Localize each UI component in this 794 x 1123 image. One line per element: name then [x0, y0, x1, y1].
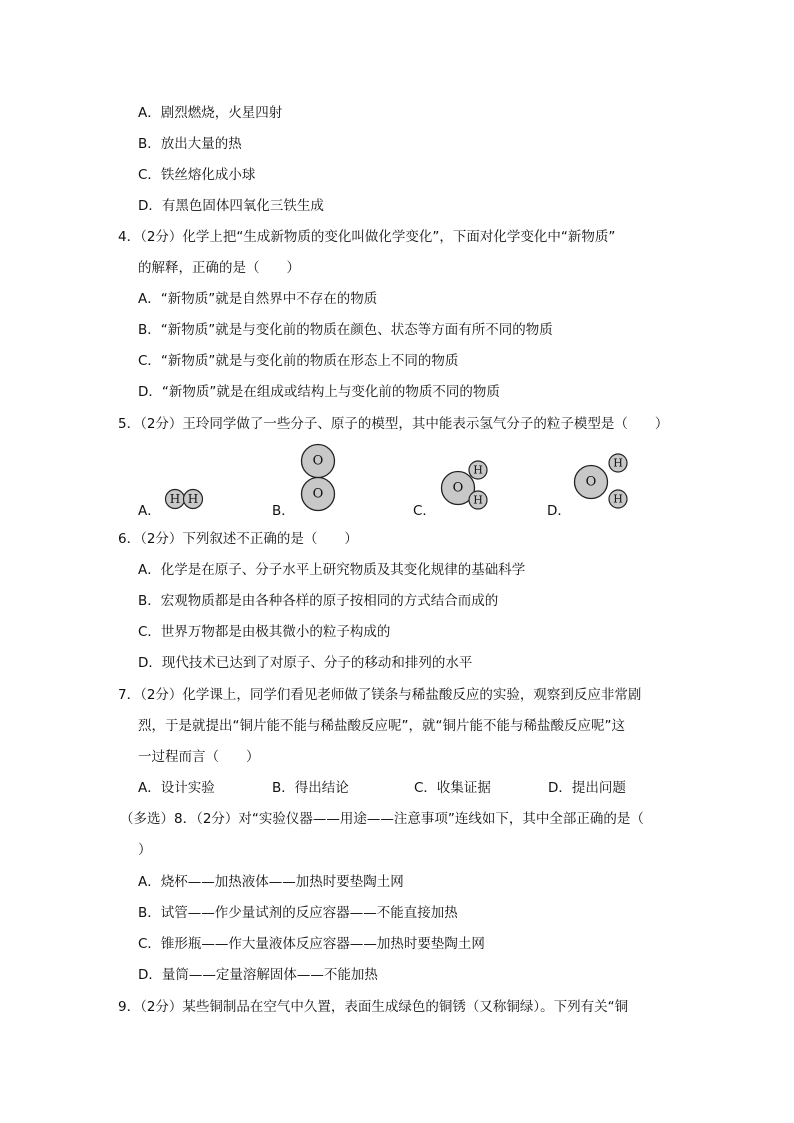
q4-option-a: A．“新物质”就是自然界中不存在的物质: [138, 291, 378, 307]
q7-options-row: [138, 778, 658, 798]
svg-text:H: H: [613, 456, 623, 470]
svg-text:H: H: [473, 493, 483, 507]
q5-stem: 5．（2分）王玲同学做了一些分子、原子的模型，其中能表示氢气分子的粒子模型是（ ）: [118, 416, 669, 432]
q3-option-b: B．放出大量的热: [138, 136, 242, 152]
q8-stem-line2: ）: [138, 842, 152, 858]
q5-label-b: B．: [272, 503, 295, 519]
q7-option-c: C．收集证据: [414, 780, 491, 796]
q8-option-a: A．烧杯——加热液体——加热时要垫陶土网: [138, 874, 404, 890]
q4-option-c: C．“新物质”就是与变化前的物质在形态上不同的物质: [138, 353, 459, 369]
svg-text:H: H: [613, 492, 623, 506]
svg-text:H: H: [473, 463, 483, 477]
q8-stem-line1: （多选）8．（2分）对“实验仪器——用途——注意事项”连线如下，其中全部正确的是（: [120, 811, 644, 827]
svg-text:H: H: [187, 492, 199, 506]
svg-text:O: O: [312, 453, 324, 469]
q5-label-c: C．: [413, 503, 436, 519]
q6-option-a: A．化学是在原子、分子水平上研究物质及其变化规律的基础科学: [138, 562, 526, 578]
water-molecule-model-wide: [572, 452, 632, 514]
q8-option-d: D．量筒——定量溶解固体——不能加热: [138, 967, 378, 983]
svg-text:O: O: [452, 480, 464, 496]
water-molecule-model-bent: [438, 458, 494, 514]
q3-option-d: D．有黑色固体四氧化三铁生成: [138, 198, 324, 214]
q4-option-b: B．“新物质”就是与变化前的物质在颜色、状态等方面有所不同的物质: [138, 322, 553, 338]
svg-text:H: H: [169, 492, 181, 506]
q7-option-a: A．设计实验: [138, 780, 215, 796]
q6-option-b: B．宏观物质都是由各种各样的原子按相同的方式结合而成的: [138, 593, 499, 609]
q3-option-a: A．剧烈燃烧，火星四射: [138, 105, 283, 121]
q7-option-d: D．提出问题: [548, 780, 626, 796]
q7-stem-line2: 烈，于是就提出“铜片能不能与稀盐酸反应呢”，就“铜片能不能与稀盐酸反应呢”这: [138, 718, 625, 734]
q9-stem-line1: 9．（2分）某些铜制品在空气中久置，表面生成绿色的铜锈（又称铜绿）。下列有关“铜: [118, 999, 629, 1015]
svg-text:O: O: [312, 486, 324, 502]
q7-stem-line3: 一过程而言（ ）: [138, 749, 260, 765]
h2-molecule-model: [164, 488, 206, 512]
q4-stem-line2: 的解释，正确的是（ ）: [138, 260, 300, 276]
q8-option-c: C．锥形瓶——作大量液体反应容器——加热时要垫陶土网: [138, 936, 485, 952]
q8-option-b: B．试管——作少量试剂的反应容器——不能直接加热: [138, 905, 458, 921]
q6-option-d: D．现代技术已达到了对原子、分子的移动和排列的水平: [138, 655, 473, 671]
q4-stem-line1: 4．（2分）化学上把“生成新物质的变化叫做化学变化”，下面对化学变化中“新物质”: [118, 229, 616, 245]
o2-molecule-model: [298, 443, 338, 515]
q4-option-d: D．“新物质”就是在组成或结构上与变化前的物质不同的物质: [138, 384, 500, 400]
q7-stem-line1: 7．（2分）化学课上，同学们看见老师做了镁条与稀盐酸反应的实验，观察到反应非常剧: [118, 687, 642, 703]
svg-text:O: O: [585, 474, 597, 490]
q5-label-a: A．: [138, 503, 161, 519]
q5-label-d: D．: [547, 503, 571, 519]
q7-option-b: B．得出结论: [272, 780, 349, 796]
q3-option-c: C．铁丝熔化成小球: [138, 167, 256, 183]
q6-option-c: C．世界万物都是由极其微小的粒子构成的: [138, 624, 391, 640]
q6-stem: 6．（2分）下列叙述不正确的是（ ）: [118, 531, 358, 547]
